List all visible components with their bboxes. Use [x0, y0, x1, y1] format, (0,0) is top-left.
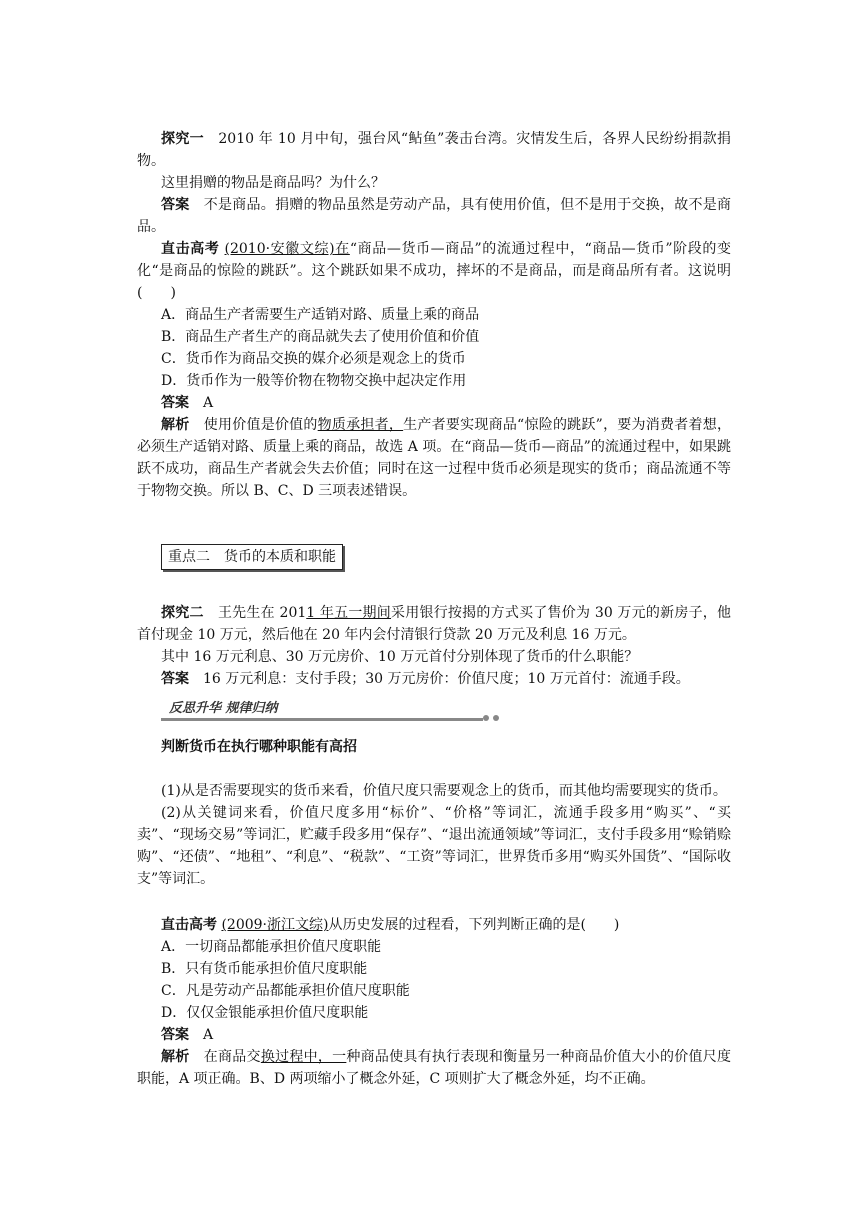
- exam-one-option-b: B．商品生产者生产的商品就失去了使用价值和价值: [161, 329, 480, 345]
- analysis-text-post: 种商品使具有执行表现和衡量另一种商品价值大小的价值尺度职能，A 项正确。B、D 两项缩小了概念外延，C 项则扩大了概念外延，均不正确。: [137, 1049, 732, 1087]
- exam-two-stem: [137, 914, 731, 936]
- explore-one-answer: [137, 194, 731, 238]
- exam-one-label: 直击高考: [161, 241, 220, 257]
- answer-label: 答案: [161, 671, 189, 687]
- exam-one-option-a: A．商品生产者需要生产适销对路、质量上乘的商品: [161, 307, 480, 323]
- analysis-text-post: 生产者要实现商品“惊险的跳跃”，要为消费者着想，必须生产适销对路、质量上乘的商品，故选 A 项。在“商品—货币—商品”的流通过程中，如果跳跃不成功，商品生产者就会失去价值；同时在这一过程中货币必须是现实的货币；商品流通不等于物物交换。所以 B、C、D 三项表述错误。: [137, 417, 731, 499]
- banner-dot-icon: [483, 715, 489, 721]
- exam-two-stem-text: 从历史发展的过程看，下列判断正确的是( ): [328, 917, 620, 933]
- banner-divider: [161, 718, 483, 721]
- exam-two-analysis: [137, 1046, 731, 1090]
- exam-one-section: [137, 238, 731, 502]
- tip-title: 判断货币在执行哪种职能有高招: [161, 739, 357, 755]
- analysis-underlined: 物质承担者，: [317, 417, 404, 433]
- answer-text: 不是商品。捐赠的物品虽然是劳动产品，具有使用价值，但不是用于交换，故不是商品。: [137, 197, 732, 235]
- answer-text: A: [203, 1027, 214, 1043]
- exam-two-option-c: C．凡是劳动产品都能承担价值尺度职能: [161, 983, 410, 999]
- explore-one-question: 这里捐赠的物品是商品吗？为什么？: [161, 175, 385, 191]
- exam-one-stem-text: “商品—货币—商品”的流通过程中，“商品—货币”阶段的变化“是商品的惊险的跳跃”。这个跳跃如果不成功，摔坏的不是商品，而是商品所有者。这说明( ): [137, 241, 732, 301]
- explore-two-text-pre: 王先生在 201: [217, 605, 307, 621]
- explore-one-label: 探究一: [161, 131, 205, 147]
- exam-one-answer: [137, 392, 731, 414]
- tip-paragraph-1: (1)从是否需要现实的货币来看，价值尺度只需要观念上的货币，而其他均需要现实的货币。: [161, 783, 727, 799]
- section-two-heading: 重点二 货币的本质和职能: [161, 544, 343, 570]
- exam-two-option-b: B．只有货币能承担价值尺度职能: [161, 961, 368, 977]
- answer-label: 答案: [161, 395, 189, 411]
- exam-two-label: 直击高考: [161, 917, 217, 933]
- explore-one-paragraph: [137, 128, 731, 172]
- exam-one-stem: [137, 238, 731, 304]
- exam-two-option-a: A．一切商品都能承担价值尺度职能: [161, 939, 382, 955]
- explore-two-paragraph: [137, 602, 731, 646]
- exam-two-source: (2009·浙江文综): [221, 917, 329, 933]
- exam-two-option-d: D．仅仅金银能承担价值尺度职能: [161, 1005, 369, 1021]
- analysis-text-pre: 在商品交: [203, 1049, 261, 1065]
- answer-label: 答案: [161, 1027, 189, 1043]
- exam-one-analysis: [137, 414, 731, 502]
- banner-dot-icon: [493, 715, 499, 721]
- exam-one-option-c: C．货币作为商品交换的媒介必须是观念上的货币: [161, 351, 466, 367]
- explore-two-text-post: 采用银行按揭的方式买了售价为 30 万元的新房子，他首付现金 10 万元，然后他在 20 年内会付清银行贷款 20 万元及利息 16 万元。: [137, 605, 732, 643]
- analysis-underlined: 换过程中，一: [260, 1049, 347, 1065]
- exam-two-answer: [137, 1024, 731, 1046]
- exam-one-source: (2010·安徽文综): [224, 241, 335, 257]
- explore-two-question: 其中 16 万元利息、30 万元房价、10 万元首付分别体现了货币的什么职能？: [161, 649, 639, 665]
- explore-one-section: [137, 128, 731, 238]
- explore-two-underlined: 1 年五一期间: [306, 605, 392, 621]
- answer-text: 16 万元利息：支付手段；30 万元房价：价值尺度；10 万元首付：流通手段。: [203, 671, 690, 687]
- reflection-banner-text: 反思升华 规律归纳: [169, 701, 278, 716]
- analysis-label: 解析: [161, 417, 190, 433]
- explore-two-label: 探究二: [161, 605, 204, 621]
- exam-two-section: [137, 914, 731, 1090]
- explore-two-section: [137, 602, 731, 690]
- explore-two-answer: [137, 668, 731, 690]
- answer-text: A: [203, 395, 214, 411]
- analysis-text-pre: 使用价值是价值的: [203, 417, 318, 433]
- answer-label: 答案: [161, 197, 190, 213]
- explore-one-text: 2010 年 10 月中旬，强台风“鲇鱼”袭击台湾。灾情发生后，各界人民纷纷捐款捐物。: [137, 131, 732, 169]
- exam-one-option-d: D．货币作为一般等价物在物物交换中起决定作用: [161, 373, 467, 389]
- exam-one-stem-link: 在: [334, 241, 350, 257]
- tip-section: [137, 780, 731, 890]
- tip-paragraph-2: (2)从关键词来看，价值尺度多用“标价”、“价格”等词汇，流通手段多用“购买”、“买卖”、“现场交易”等词汇，贮藏手段多用“保存”、“退出流通领域”等词汇，支付手段多用“赊销赊购”、“还债”、“地租”、“利息”、“税款”、“工资”等词汇，世界货币多用“购买外国货”、“国际收支”等词汇。: [137, 805, 731, 887]
- analysis-label: 解析: [161, 1049, 190, 1065]
- reflection-banner: [161, 700, 501, 724]
